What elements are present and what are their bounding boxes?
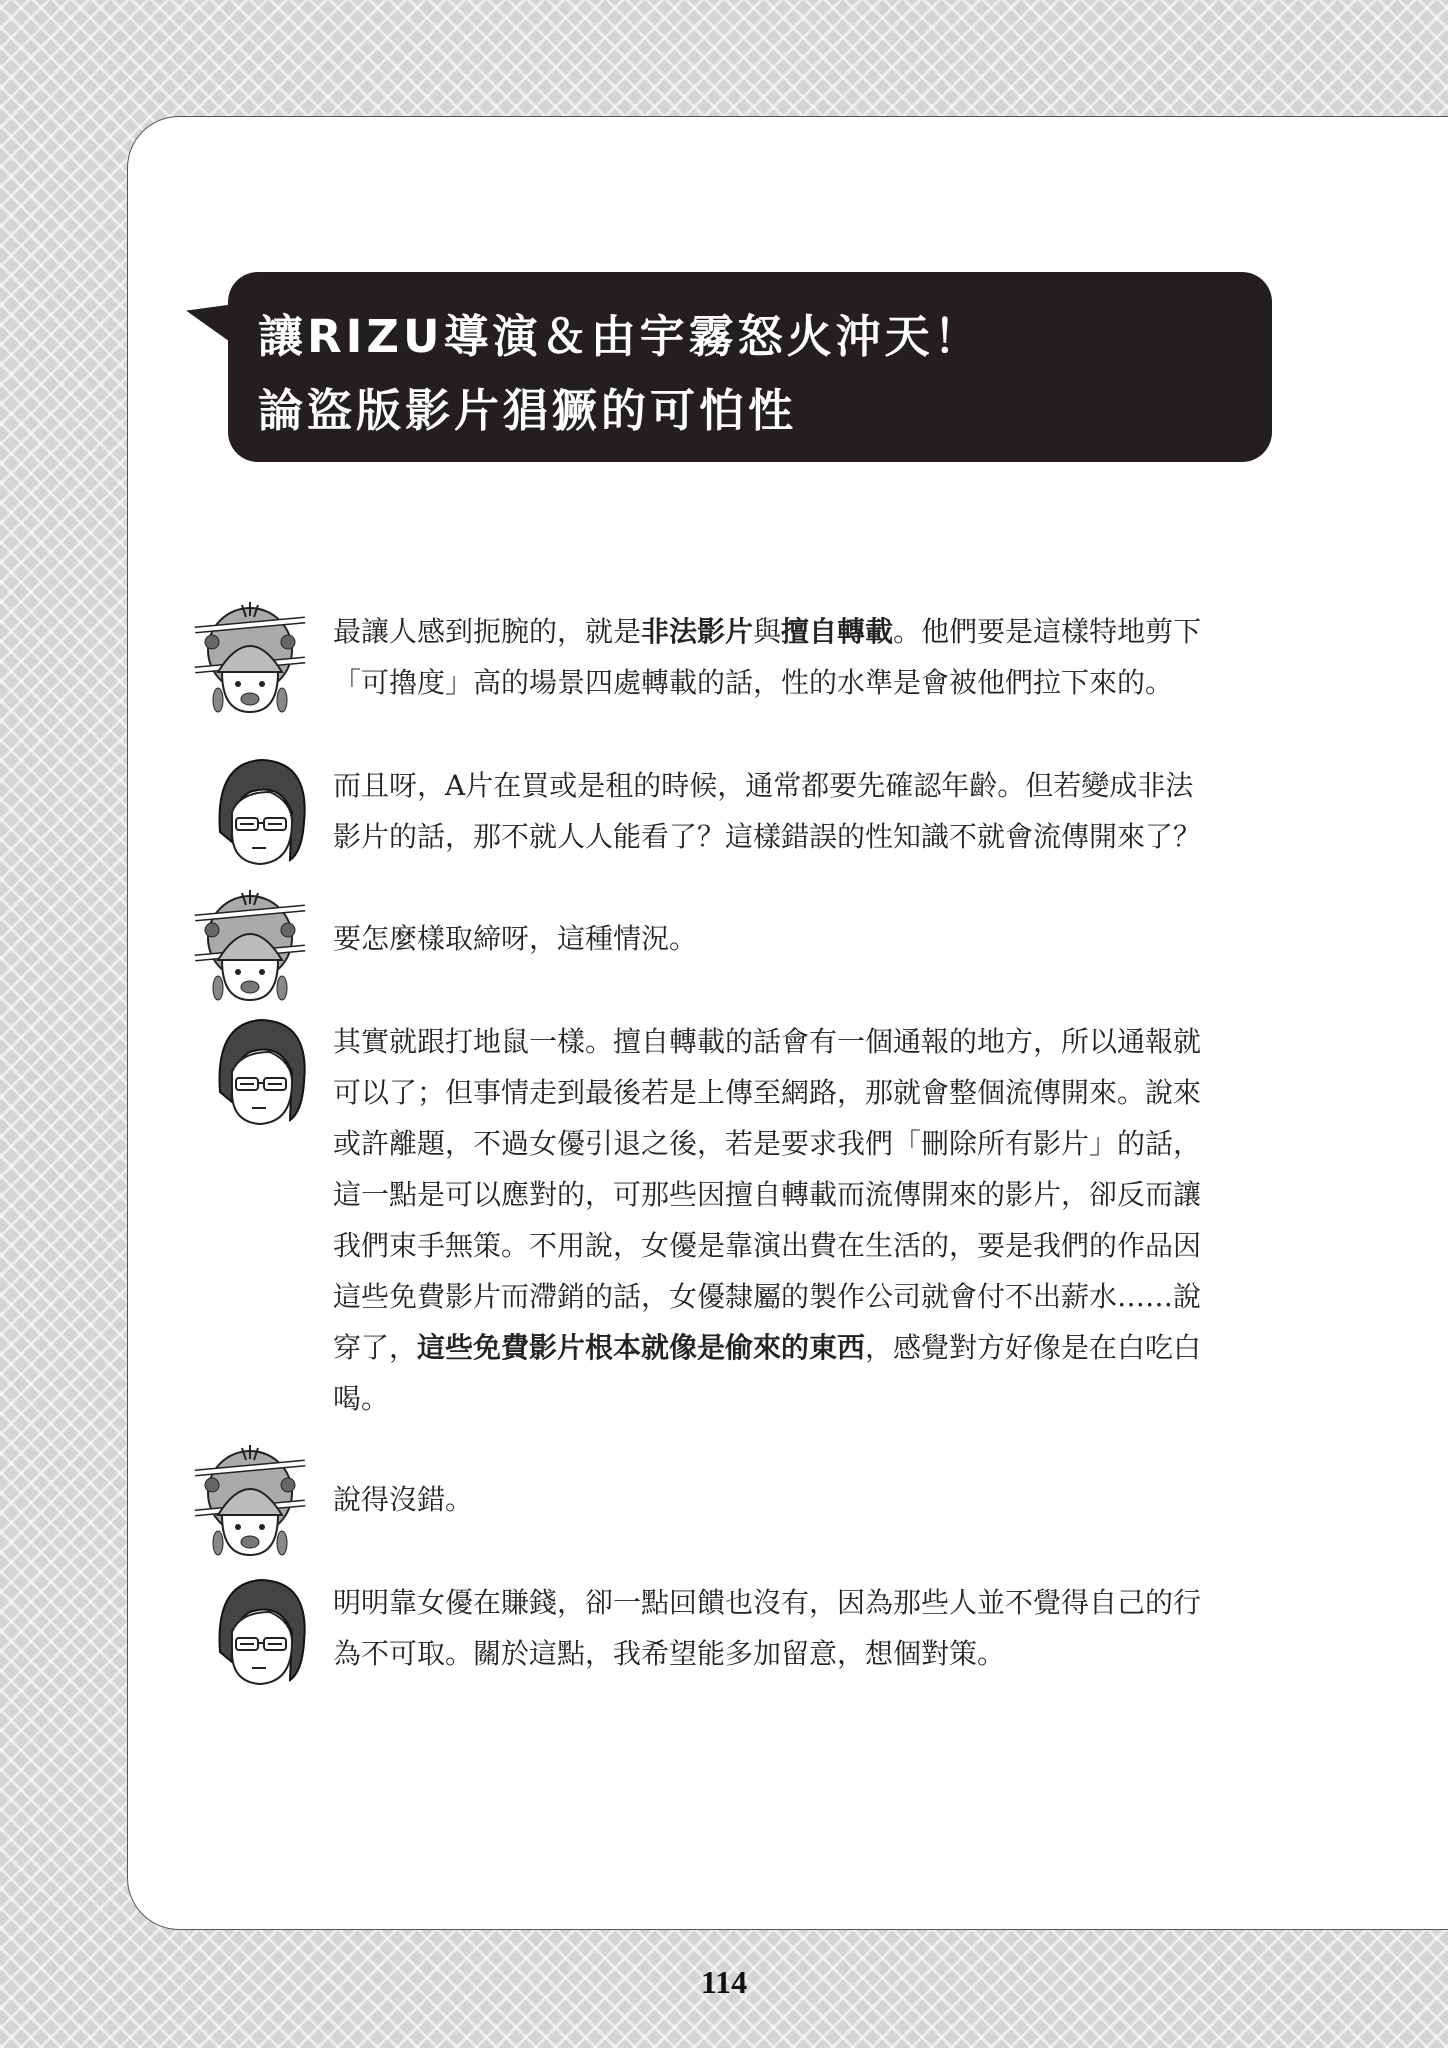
text-line: 或許離題，不過女優引退之後，若是要求我們「刪除所有影片」的話，: [333, 1127, 1202, 1160]
bold-term: 非法影片: [641, 615, 754, 648]
dialogue-rizu-2: [333, 913, 1273, 964]
text-line: [333, 1322, 1273, 1373]
bold-term: 擅自轉載: [781, 615, 894, 648]
text-line: 喝。: [333, 1382, 390, 1415]
dialogue-rizu-1: [333, 606, 1273, 708]
dialogue-yuu-2: [333, 1016, 1273, 1424]
text-line: 而且呀，A片在買或是租的時候，通常都要先確認年齡。但若變成非法: [333, 769, 1194, 802]
text-line: 影片的話，那不就人人能看了？這樣錯誤的性知識不就會流傳開來了？: [333, 820, 1202, 853]
text-line: 「可擼度」高的場景四處轉載的話，性的水準是會被他們拉下來的。: [333, 666, 1174, 699]
text-line: 我們束手無策。不用說，女優是靠演出費在生活的，要是我們的作品因: [333, 1229, 1202, 1262]
dialogue-yuu-1: [333, 760, 1273, 862]
text-segment: 穿了，: [333, 1331, 418, 1364]
rizu-avatar-icon: [190, 888, 310, 1008]
rizu-avatar-icon: [190, 1443, 310, 1563]
yuu-avatar-icon: [200, 1012, 320, 1132]
yuu-avatar-icon: [200, 1572, 320, 1692]
title-line-2: 論盜版影片猖獗的可怕性: [258, 384, 798, 437]
title-banner: [228, 272, 1272, 462]
text-line: [333, 606, 1273, 657]
dialogue-rizu-3: [333, 1474, 1273, 1525]
text-line: 說得沒錯。: [333, 1483, 474, 1516]
text-segment: 與: [753, 615, 782, 648]
text-line: 這一點是可以應對的，可那些因擅自轉載而流傳開來的影片，卻反而讓: [333, 1178, 1202, 1211]
text-segment: 。他們要是這樣特地剪下: [893, 615, 1202, 648]
text-line: 其實就跟打地鼠一樣。擅自轉載的話會有一個通報的地方，所以通報就: [333, 1025, 1202, 1058]
title-line-1: 讓RIZU導演＆由宇霧怒火沖天！: [258, 310, 983, 363]
bold-term: 這些免費影片根本就像是偷來的東西: [417, 1331, 866, 1364]
text-segment: ，感覺對方好像是在白吃白: [865, 1331, 1202, 1364]
text-line: 明明靠女優在賺錢，卻一點回饋也沒有，因為那些人並不覺得自己的行: [333, 1586, 1202, 1619]
page-number: 114: [700, 1964, 748, 2000]
text-segment: 最讓人感到扼腕的，就是: [333, 615, 642, 648]
rizu-avatar-icon: [190, 600, 310, 720]
dialogue-yuu-3: [333, 1577, 1273, 1679]
text-line: 可以了；但事情走到最後若是上傳至網路，那就會整個流傳開來。說來: [333, 1076, 1202, 1109]
text-line: 這些免費影片而滯銷的話，女優隸屬的製作公司就會付不出薪水……說: [333, 1280, 1202, 1313]
yuu-avatar-icon: [200, 752, 320, 872]
text-line: 為不可取。關於這點，我希望能多加留意，想個對策。: [333, 1637, 1006, 1670]
text-line: 要怎麼樣取締呀，這種情況。: [333, 922, 698, 955]
